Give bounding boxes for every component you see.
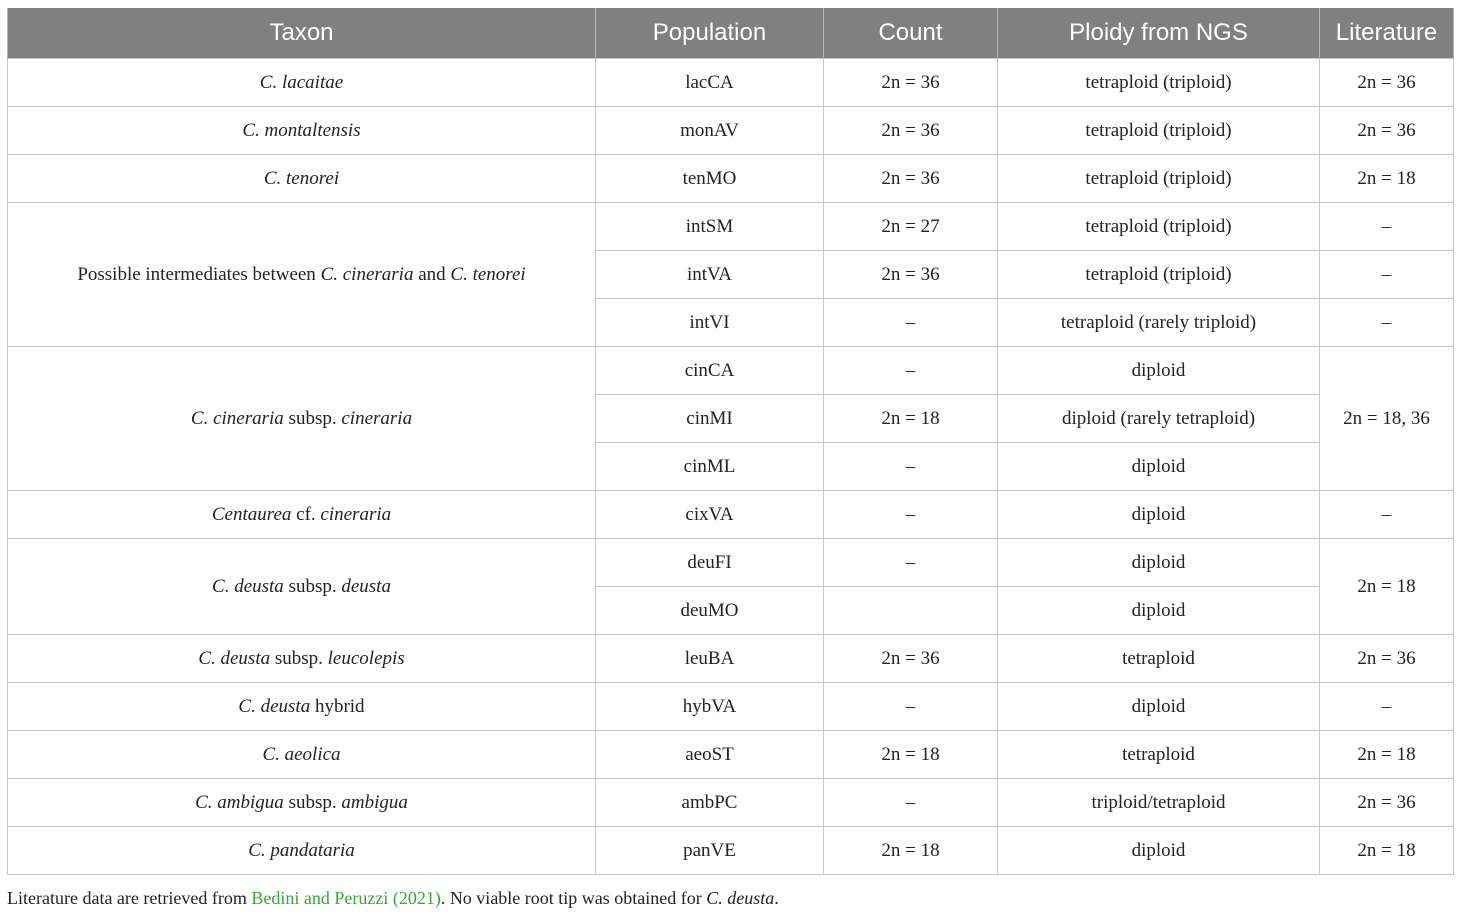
literature-cell: –	[1320, 683, 1454, 731]
literature-cell: 2n = 18	[1320, 155, 1454, 203]
population-cell: monAV	[596, 107, 824, 155]
population-cell: cixVA	[596, 491, 824, 539]
count-cell: 2n = 27	[824, 203, 998, 251]
table-row	[8, 539, 1454, 587]
literature-cell: –	[1320, 299, 1454, 347]
ploidy-cell: diploid	[998, 827, 1320, 875]
taxon-name: C. cineraria	[190, 407, 284, 429]
ploidy-cell: tetraploid (triploid)	[998, 59, 1320, 107]
taxon-name: ambigua	[341, 791, 408, 813]
count-cell: 2n = 36	[824, 251, 998, 299]
header-row	[8, 8, 1454, 59]
ploidy-cell: tetraploid (triploid)	[998, 203, 1320, 251]
population-cell: lacCA	[596, 59, 824, 107]
footnote-text: Literature data are retrieved from	[7, 888, 252, 908]
header-taxon: Taxon	[8, 8, 596, 59]
count-cell: –	[824, 299, 998, 347]
taxon-cell	[8, 347, 596, 491]
taxon-name: C. tenorei	[450, 263, 526, 285]
header-ploidy: Ploidy from NGS	[998, 8, 1320, 59]
taxon-text: cf.	[291, 503, 321, 525]
literature-cell: –	[1320, 251, 1454, 299]
taxon-text: subsp.	[270, 647, 328, 669]
taxon-name: C. montaltensis	[242, 119, 361, 141]
taxon-cell	[8, 203, 596, 347]
ploidy-cell: diploid	[998, 347, 1320, 395]
count-cell: 2n = 36	[824, 155, 998, 203]
ploidy-cell: diploid	[998, 587, 1320, 635]
taxon-name: cineraria	[341, 407, 413, 429]
population-cell: deuFI	[596, 539, 824, 587]
footnote-text: .	[774, 888, 779, 908]
population-cell: intSM	[596, 203, 824, 251]
taxon-name: C. ambigua	[195, 791, 284, 813]
count-cell: –	[824, 779, 998, 827]
count-cell: 2n = 36	[824, 635, 998, 683]
ploidy-cell: diploid	[998, 443, 1320, 491]
taxon-name: C. deusta	[198, 647, 271, 669]
literature-cell: 2n = 36	[1320, 779, 1454, 827]
table-row	[8, 107, 1454, 155]
count-cell: –	[824, 443, 998, 491]
taxon-name: C. aeolica	[262, 743, 341, 765]
literature-cell: 2n = 36	[1320, 59, 1454, 107]
table-row	[8, 59, 1454, 107]
count-cell: 2n = 36	[824, 107, 998, 155]
taxon-cell	[8, 59, 596, 107]
literature-cell: 2n = 18	[1320, 539, 1454, 635]
population-cell: deuMO	[596, 587, 824, 635]
count-cell	[824, 587, 998, 635]
taxon-name: C. lacaitae	[259, 71, 344, 93]
count-cell: 2n = 18	[824, 395, 998, 443]
table-footnote	[7, 888, 1453, 909]
header-population: Population	[596, 8, 824, 59]
literature-cell: –	[1320, 203, 1454, 251]
count-cell: –	[824, 683, 998, 731]
count-cell: –	[824, 491, 998, 539]
table-row	[8, 635, 1454, 683]
taxon-name: C. deusta	[212, 575, 284, 597]
count-cell: 2n = 18	[824, 731, 998, 779]
table-row	[8, 155, 1454, 203]
population-cell: panVE	[596, 827, 824, 875]
taxon-cell	[8, 731, 596, 779]
population-cell: leuBA	[596, 635, 824, 683]
ploidy-cell: diploid	[998, 491, 1320, 539]
taxon-name: C. pandataria	[248, 839, 355, 861]
taxon-name: cineraria	[320, 503, 392, 525]
header-literature: Literature	[1320, 8, 1454, 59]
count-cell: –	[824, 347, 998, 395]
data-table-container	[7, 8, 1453, 875]
population-cell: hybVA	[596, 683, 824, 731]
taxon-cell	[8, 155, 596, 203]
ploidy-cell: tetraploid (triploid)	[998, 155, 1320, 203]
ploidy-cell: tetraploid (triploid)	[998, 107, 1320, 155]
header-count: Count	[824, 8, 998, 59]
ploidy-table	[7, 8, 1454, 875]
ploidy-cell: tetraploid (triploid)	[998, 251, 1320, 299]
taxon-cell	[8, 539, 596, 635]
population-cell: cinML	[596, 443, 824, 491]
taxon-text: Possible intermediates between	[77, 263, 321, 285]
ploidy-cell: diploid (rarely tetraploid)	[998, 395, 1320, 443]
population-cell: cinMI	[596, 395, 824, 443]
taxon-text: subsp.	[283, 791, 342, 813]
literature-cell: 2n = 18, 36	[1320, 347, 1454, 491]
taxon-name: C. cineraria	[320, 263, 414, 285]
taxon-cell	[8, 827, 596, 875]
table-row	[8, 347, 1454, 395]
ploidy-cell: triploid/tetraploid	[998, 779, 1320, 827]
population-cell: cinCA	[596, 347, 824, 395]
population-cell: intVI	[596, 299, 824, 347]
taxon-text: subsp.	[283, 407, 342, 429]
taxon-cell	[8, 683, 596, 731]
taxon-name: leucolepis	[327, 647, 405, 669]
ploidy-cell: tetraploid	[998, 635, 1320, 683]
population-cell: tenMO	[596, 155, 824, 203]
ploidy-cell: tetraploid (rarely triploid)	[998, 299, 1320, 347]
literature-cell: 2n = 18	[1320, 827, 1454, 875]
ploidy-cell: diploid	[998, 683, 1320, 731]
literature-cell: 2n = 18	[1320, 731, 1454, 779]
taxon-text: hybrid	[310, 695, 365, 717]
population-cell: aeoST	[596, 731, 824, 779]
ploidy-cell: diploid	[998, 539, 1320, 587]
literature-cell: 2n = 36	[1320, 635, 1454, 683]
count-cell: –	[824, 539, 998, 587]
taxon-cell	[8, 779, 596, 827]
population-cell: intVA	[596, 251, 824, 299]
literature-cell: 2n = 36	[1320, 107, 1454, 155]
taxon-name: C. tenorei	[263, 167, 340, 189]
table-row	[8, 731, 1454, 779]
taxon-name: deusta	[341, 575, 391, 597]
taxon-cell	[8, 107, 596, 155]
ploidy-cell: tetraploid	[998, 731, 1320, 779]
footnote-text: . No viable root tip was obtained for	[440, 888, 707, 908]
table-row	[8, 203, 1454, 251]
taxon-cell	[8, 491, 596, 539]
taxon-name: C. deusta	[238, 695, 311, 717]
count-cell: 2n = 18	[824, 827, 998, 875]
literature-cell: –	[1320, 491, 1454, 539]
footnote-species: C. deusta	[706, 888, 775, 908]
taxon-text: and	[413, 263, 451, 285]
count-cell: 2n = 36	[824, 59, 998, 107]
table-row	[8, 683, 1454, 731]
table-row	[8, 491, 1454, 539]
citation-link[interactable]: Bedini and Peruzzi (2021)	[251, 888, 441, 908]
taxon-name: Centaurea	[211, 503, 292, 525]
population-cell: ambPC	[596, 779, 824, 827]
table-row	[8, 779, 1454, 827]
table-row	[8, 827, 1454, 875]
taxon-cell	[8, 635, 596, 683]
taxon-text: subsp.	[283, 575, 342, 597]
